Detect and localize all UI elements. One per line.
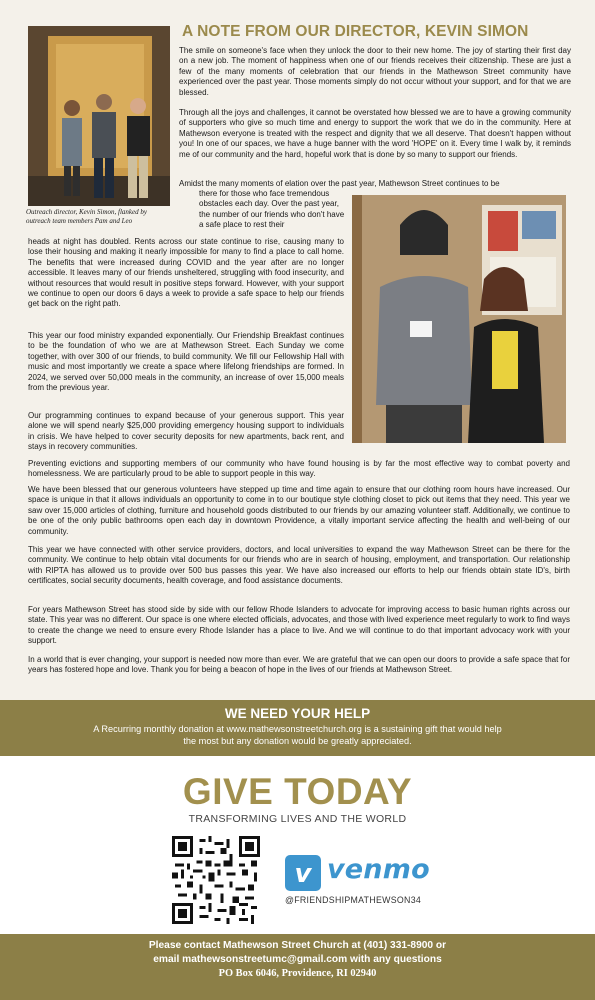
help-text: A Recurring monthly donation at www.mathewsonstreetchurch.org is a sustaining gift that would help the most but any donation would be greatly appreciated. <box>93 724 502 746</box>
note-paragraph: This year our food ministry expanded exponentially. Our Friendship Breakfast continues to be the foundation of who we are at Mathewson Street. Each Sunday we come together, with over 300 of our friends, to build community. We fill our Fellowship Hall with music and most importantly we create a space where lifelong friendships are formed. In 2024, we served over 50,000 meals in the community, an increase of over 15,000 meals from the previous year. <box>28 331 344 393</box>
note-paragraph: In a world that is ever changing, your support is needed now more than ever. We are grateful that we can open our doors to provide a safe space that for years has fostered hope and love. Thank you for being a beacon of hope in the lives of our friends at Mathewson Street. <box>28 655 570 675</box>
give-today-title: GIVE TODAY <box>182 771 413 812</box>
note-title: A NOTE FROM OUR DIRECTOR, KEVIN SIMON <box>182 23 529 40</box>
note-paragraph: there for those who face tremendous obstacles each day. Over the past year, the number of our friends who don't have a safe place to rest their <box>199 189 345 230</box>
help-heading: WE NEED YOUR HELP <box>224 706 371 721</box>
note-paragraph: Preventing evictions and supporting members of our community who have found housing is by far the most effective way to combat poverty and homelessness. We are particularly proud to be able to support people in this way. <box>28 459 570 479</box>
venmo-logo-letter: v <box>294 859 312 889</box>
note-paragraph: heads at night has doubled. Rents across our state continue to rise, causing many to lose their housing and making it nearly impossible for many to find a place to call home. The benefits that were increased during COVID and the year after are no longer accessible. It leaves many of our friends unsheltered, struggling with food insecurity, and without resources that would result in positive steps forward. However, with your support we continue to open our doors 6 days a week to provide a safe space to help our friends get back on the right path. <box>28 237 344 309</box>
note-paragraph: The smile on someone's face when they unlock the door to their new home. The joy of starting their first day on a new job. The moment of happiness when one of our friends receives their citizenship. These are just a few of the many moments of celebration that our friends in the Mathewson Street community have experienced over the past year. Those moments simply do not occur without your support, and for that we are blessed. <box>179 46 571 97</box>
venmo-handle[interactable]: @FRIENDSHIPMATHEWSON34 <box>285 895 422 905</box>
outreach-team-photo <box>28 26 170 206</box>
contact-email-line[interactable]: email mathewsonstreetumc@gmail.com with any questions <box>153 954 442 965</box>
left-photo-caption: Outreach director, Kevin Simon, flanked by outreach team members Pam and Leo <box>26 208 147 225</box>
note-paragraph: This year we have connected with other service providers, doctors, and local universities to expand the way Mathewson Street can be there for the community. We continue to help obtain vital documents for our friends who are in search of housing, employment, and transportation. Our relationship with RIPTA has allowed us to provide over 500 bus passes this year. We have also increased our efforts to help our friends obtain state ID's, birth certificates, social security documents, health coverage, and food assistance documents. <box>28 545 570 586</box>
contact-address-line: PO Box 6046, Providence, RI 02940 <box>218 968 377 979</box>
venmo-logo-icon[interactable] <box>285 855 321 891</box>
contact-phone-line: Please contact Mathewson Street Church at (401) 331-8900 or <box>148 940 447 951</box>
note-paragraph: Our programming continues to expand because of your generous support. This year alone we will spend nearly $25,000 providing emergency housing support to individuals in crisis. We have helped to cover security deposits for new apartments, back rent, and stays in recovery communities. <box>28 411 344 452</box>
director-and-volunteer-photo <box>352 195 566 443</box>
note-paragraph: We have been blessed that our generous volunteers have stepped up time and time again to ensure that our clothing room hours have increased. Our space is unique in that it allows individuals an opportunity to come in to our boutique style clothing closet to pick out items that they need. This year we saw over 15,000 articles of clothing, furniture and household goods distributed to our friends by our amazing volunteer staff. Additionally, we continue to be one of the only public bathrooms open each day in downtown Providence, a vitally important service affecting the health and well-being of our community. <box>28 485 570 536</box>
note-paragraph: Through all the joys and challenges, it cannot be overstated how blessed we are to have a growing community of supporters who give so much time and energy to support the work that we do in the community. Here at Mathewson everyone is treated with the respect and dignity that we all deserve. That doesn't happen without you! In one of our spaces, we have a huge banner with the word 'HOPE' on it. Every time I walk by, it reminds me of our community and the hard, hopeful work that is done by so many to support our friends. <box>179 108 571 159</box>
note-paragraph: Amidst the many moments of elation over the past year, Mathewson Street continues to be <box>179 179 500 188</box>
venmo-wordmark[interactable]: venmo <box>327 854 430 885</box>
note-paragraph: For years Mathewson Street has stood side by side with our fellow Rhode Islanders to advocate for improving access to basic human rights across our state. This year was no different. Our space is one where elected officials, advocates, and those with lived experience meet regularly to work to find ways to create the change we need to ensure every Rhode Islander has a place to live. And we will continue to do that important advocacy work with your support. <box>28 605 570 646</box>
qr-code-icon[interactable] <box>172 836 260 924</box>
give-today-subtitle: TRANSFORMING LIVES AND THE WORLD <box>188 813 407 825</box>
